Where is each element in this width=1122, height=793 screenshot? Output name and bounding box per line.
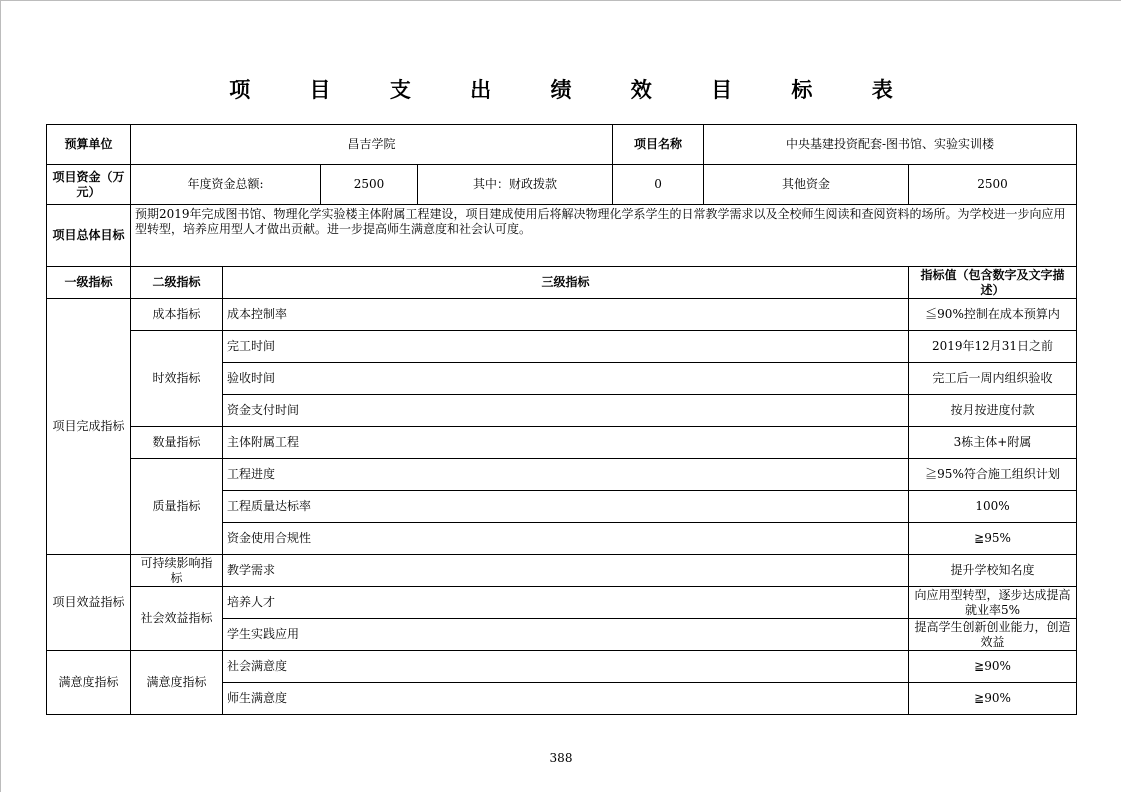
budget-unit-label: 预算单位 xyxy=(47,125,131,165)
indicator-value: ≧90% xyxy=(909,683,1077,715)
level3-name: 社会满意度 xyxy=(223,651,909,683)
level2-quantity: 数量指标 xyxy=(131,427,223,459)
level2-sustainable: 可持续影响指标 xyxy=(131,555,223,587)
indicator-value: 提高学生创新创业能力，创造效益 xyxy=(909,619,1077,651)
indicator-value: 2019年12月31日之前 xyxy=(909,331,1077,363)
page-number: 388 xyxy=(549,751,573,765)
column-header-row xyxy=(47,267,1077,299)
level3-name: 师生满意度 xyxy=(223,683,909,715)
annual-total-label: 年度资金总额: xyxy=(131,165,321,205)
level3-name: 资金使用合规性 xyxy=(223,523,909,555)
level1-benefit: 项目效益指标 xyxy=(47,555,131,651)
other-funds-label: 其他资金 xyxy=(704,165,909,205)
level2-cost: 成本指标 xyxy=(131,299,223,331)
level3-name: 资金支付时间 xyxy=(223,395,909,427)
col-header-level3: 三级指标 xyxy=(223,267,909,299)
level2-timeliness: 时效指标 xyxy=(131,331,223,427)
level3-name: 工程质量达标率 xyxy=(223,491,909,523)
table-row xyxy=(47,587,1077,619)
indicator-value: ≧95%符合施工组织计划 xyxy=(909,459,1077,491)
col-header-value: 指标值（包含数字及文字描述） xyxy=(909,267,1077,299)
indicator-value: 100% xyxy=(909,491,1077,523)
overall-goal-row xyxy=(47,205,1077,267)
budget-unit-row xyxy=(47,125,1077,165)
project-funds-label: 项目资金（万元） xyxy=(47,165,131,205)
level3-name: 培养人才 xyxy=(223,587,909,619)
other-funds-value: 2500 xyxy=(909,165,1077,205)
indicator-value: 按月按进度付款 xyxy=(909,395,1077,427)
col-header-level1: 一级指标 xyxy=(47,267,131,299)
level3-name: 教学需求 xyxy=(223,555,909,587)
table-row xyxy=(47,459,1077,491)
indicator-value: ≧90% xyxy=(909,651,1077,683)
table-row xyxy=(47,299,1077,331)
page-title: 项 目 支 出 绩 效 目 标 表 xyxy=(229,78,919,102)
project-funds-row xyxy=(47,165,1077,205)
level1-satisfaction: 满意度指标 xyxy=(47,651,131,715)
level2-social: 社会效益指标 xyxy=(131,587,223,651)
indicator-value: ≦90%控制在成本预算内 xyxy=(909,299,1077,331)
indicator-value: 向应用型转型，逐步达成提高就业率5% xyxy=(909,587,1077,619)
level3-name: 验收时间 xyxy=(223,363,909,395)
annual-total-value: 2500 xyxy=(321,165,418,205)
level3-name: 学生实践应用 xyxy=(223,619,909,651)
budget-unit-value: 昌吉学院 xyxy=(131,125,613,165)
indicator-value: 3栋主体+附属 xyxy=(909,427,1077,459)
fiscal-value: 0 xyxy=(613,165,704,205)
table-row xyxy=(47,651,1077,683)
indicator-value: 提升学校知名度 xyxy=(909,555,1077,587)
table-row xyxy=(47,427,1077,459)
fiscal-label: 其中：财政拨款 xyxy=(418,165,613,205)
table-row xyxy=(47,555,1077,587)
level3-name: 主体附属工程 xyxy=(223,427,909,459)
overall-goal-text: 预期2019年完成图书馆、物理化学实验楼主体附属工程建设，项目建成使用后将解决物理化学系学生的日常教学需求以及全校师生阅读和查阅资料的场所。为学校进一步向应用型转型，培养应用型人才做出贡献。进一步提高师生满意度和社会认可度。 xyxy=(131,205,1077,267)
overall-goal-label: 项目总体目标 xyxy=(47,205,131,267)
indicator-value: ≧95% xyxy=(909,523,1077,555)
level2-satisfaction: 满意度指标 xyxy=(131,651,223,715)
col-header-level2: 二级指标 xyxy=(131,267,223,299)
level3-name: 工程进度 xyxy=(223,459,909,491)
performance-target-table xyxy=(46,124,1077,715)
level2-quality: 质量指标 xyxy=(131,459,223,555)
table-row xyxy=(47,331,1077,363)
level3-name: 成本控制率 xyxy=(223,299,909,331)
project-name-value: 中央基建投资配套-图书馆、实验实训楼 xyxy=(704,125,1077,165)
project-name-label: 项目名称 xyxy=(613,125,704,165)
level1-completion: 项目完成指标 xyxy=(47,299,131,555)
level3-name: 完工时间 xyxy=(223,331,909,363)
indicator-value: 完工后一周内组织验收 xyxy=(909,363,1077,395)
